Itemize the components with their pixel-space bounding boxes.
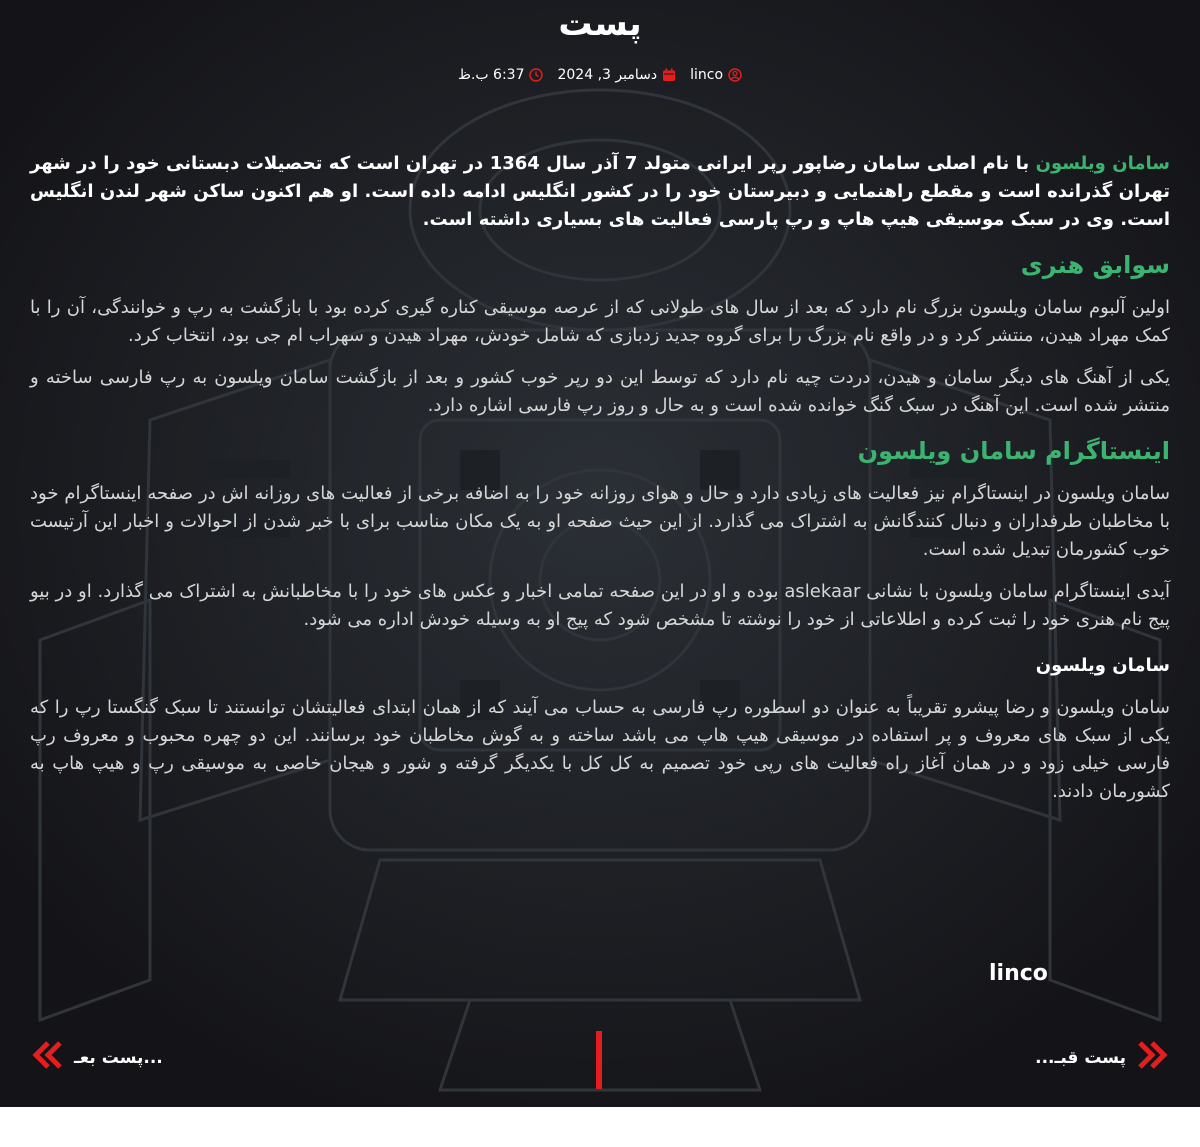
section-heading-artistic-history: سوابق هنری <box>1020 251 1170 279</box>
paragraph: آیدی اینستاگرام سامان ویلسون با نشانی aslekaar بوده و او در این صفحه تمامی اخبار و عکس های خود را با مخاطبانش به اشتراک می گذارد. او در بیو پیج نام هنری خود را ثبت کرده و اطلاعاتی از خود را نوشته تا مشخص شود که پیج او به وسیله خودش اداره می شود. <box>30 581 1170 630</box>
user-circle-icon <box>728 68 742 82</box>
intro-highlight-link[interactable]: سامان ویلسون <box>1035 153 1170 174</box>
meta-author[interactable] <box>690 67 742 83</box>
previous-post-link[interactable] <box>1035 1040 1170 1075</box>
meta-author-name: linco <box>690 67 724 83</box>
subheading: سامان ویلسون <box>1035 655 1170 676</box>
meta-time <box>458 67 543 83</box>
meta-time-text: 6:37 ب.ظ <box>458 67 525 83</box>
meta-date <box>557 67 676 83</box>
section-heading-instagram: اینستاگرام سامان ویلسون <box>857 437 1170 465</box>
next-post-link[interactable] <box>30 1040 163 1075</box>
clock-icon <box>529 68 543 82</box>
double-chevron-left-icon <box>30 1040 64 1075</box>
paragraph: سامان ویلسون در اینستاگرام نیز فعالیت های زیادی دارد و حال و هوای روزانه خود را به اضافه برخی از فعالیت های روزانه اش در صفحه اینستاگرام خود با مخاطبان طرفداران و دنبال کنندگانش به اشتراک می گذارد. از این حیث صفحه او به یک مکان مناسب برای با خبر شدن از احوالات و اخبار این آرتیست خوب کشورمان تبدیل شده است. <box>30 483 1170 560</box>
next-post-label: پست بعـ... <box>74 1047 163 1068</box>
intro-text: با نام اصلی سامان رضاپور رپر ایرانی متولد 7 آذر سال 1364 در تهران است که تحصیلات دبستانی خود را در شهر تهران گذرانده است و مقطع راهنمایی و دبیرستان خود را در کشور انگلیس ادامه داده است. او هم اکنون ساکن شهر لندن انگلیس است. وی در سبک موسیقی هیپ هاپ و رپ پارسی فعالیت های بسیاری داشته است. <box>30 153 1170 230</box>
paragraph: اولین آلبوم سامان ویلسون بزرگ نام دارد که بعد از سال های طولانی که از عرصه موسیقی کناره گیری کرده بود با بازگشت به رپ و خوانندگی، آن را با کمک مهراد هیدن، منتشر کرد و در واقع نام بزرگ را برای گروه جدید زدبازی که شامل خودش، مهراد هیدن و سهراب ام جی بود، انتخاب کرد. <box>30 297 1170 346</box>
double-chevron-right-icon <box>1136 1040 1170 1075</box>
meta-date-text: دسامبر 3, 2024 <box>557 67 658 83</box>
post-meta <box>0 64 1200 86</box>
previous-post-label: پست قبـ... <box>1035 1047 1126 1068</box>
author-box-name[interactable]: linco <box>989 961 1048 986</box>
calendar-icon <box>662 68 676 82</box>
paragraph: سامان ویلسون و رضا پیشرو تقریباً به عنوان دو اسطوره رپ فارسی به حساب می آیند که از همان ابتدای فعالیتشان توانستند تا سبک گنگستا رپ را که یکی از سبک های معروف و پر استفاده در موسیقی هیپ هاپ می باشد ساخته و به گوش مخاطبان خود برسانند. این دو چهره محبوب و معروف رپ فارسی خیلی زود و در همان آغاز راه فعالیت های رپی خود تصمیم به کل کل با یکدیگر گرفته و شور و هیجان خاصی به موسیقی رپ و هیپ هاپ به کشورمان دادند. <box>30 697 1170 802</box>
paragraph: یکی از آهنگ های دیگر سامان و هیدن، دردت چیه نام دارد که توسط این دو رپر خوب کشور و بعد از بازگشت سامان ویلسون به رپ فارسی ساخته و منتشر شده است. این آهنگ در سبک گنگ خوانده شده است و به حال و روز رپ فارسی اشاره دارد. <box>30 367 1170 416</box>
page-title: پست <box>558 4 642 44</box>
intro-paragraph <box>30 150 1170 234</box>
post-content <box>30 150 1170 820</box>
nav-divider <box>596 1031 602 1089</box>
